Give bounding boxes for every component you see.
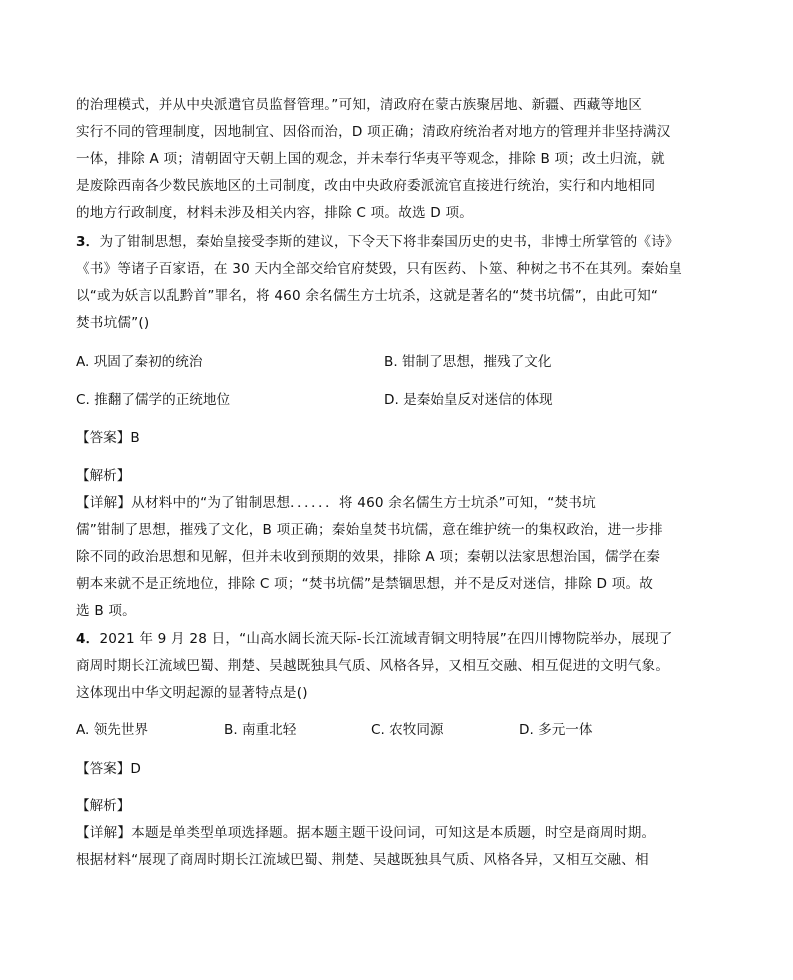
q4-stem-line: 这体现出中华文明起源的显著特点是() (76, 685, 308, 701)
prev-explanation-line: 的地方行政制度，材料未涉及相关内容，排除 C 项。故选 D 项。 (76, 205, 474, 221)
q3-stem-line: 焚书坑儒”() (76, 315, 150, 331)
q3-detail-line: 【详解】从材料中的“为了钳制思想．．．．．．将 460 余名儒生方士坑杀”可知，“焚书坑 (76, 495, 596, 511)
prev-explanation-line: 的治理模式，并从中央派遣官员监督管理。”可知，清政府在蒙古族聚居地、新疆、西藏等地区 (76, 97, 642, 113)
q4-option-c: C. 农牧同源 (371, 722, 444, 738)
q3-stem-text: 为了钳制思想，秦始皇接受李斯的建议，下令天下将非秦国历史的史书，非博士所掌管的《诗》 (99, 234, 679, 250)
q3-detail-line: 朝本来就不是正统地位，排除 C 项；“焚书坑儒”是禁锢思想，并不是反对迷信，排除 D 项。故 (76, 576, 654, 592)
q3-analysis-label: 【解析】 (76, 468, 131, 484)
q3-stem-line (76, 232, 679, 252)
q4-option-b: B. 南重北轻 (224, 722, 297, 738)
prev-explanation-line: 是废除西南各少数民族地区的土司制度，改由中央政府委派流官直接进行统治，实行和内地相同 (76, 178, 656, 194)
q4-option-d: D. 多元一体 (519, 722, 593, 738)
q3-answer: 【答案】B (76, 430, 140, 446)
q3-number: 3． (76, 234, 100, 250)
q4-stem-line (76, 629, 673, 649)
prev-explanation-line: 实行不同的管理制度，因地制宜、因俗而治，D 项正确；清政府统治者对地方的管理并非坚持满汉 (76, 124, 671, 140)
q3-stem-line: 以“或为妖言以乱黔首”罪名，将 460 余名儒生方士坑杀，这就是著名的“焚书坑儒”，由此可知“ (76, 288, 659, 304)
q3-stem-line: 《书》等诸子百家语，在 30 天内全部交给官府焚毁，只有医药、卜筮、种树之书不在其列。秦始皇 (76, 261, 683, 277)
q3-option-d: D. 是秦始皇反对迷信的体现 (384, 392, 553, 408)
q3-option-a: A. 巩固了秦初的统治 (76, 354, 203, 370)
q4-option-a: A. 领先世界 (76, 722, 149, 738)
q4-detail-line: 根据材料“展现了商周时期长江流域巴蜀、荆楚、吴越既独具气质、风格各异，又相互交融、相 (76, 852, 649, 868)
q3-detail-line: 除不同的政治思想和见解，但并未收到预期的效果，排除 A 项；秦朝以法家思想治国，儒学在秦 (76, 549, 661, 565)
q3-option-c: C. 推翻了儒学的正统地位 (76, 392, 231, 408)
q3-detail-line: 选 B 项。 (76, 603, 136, 619)
q4-analysis-label: 【解析】 (76, 798, 131, 814)
prev-explanation-line: 一体，排除 A 项；清朝固守天朝上国的观念，并未奉行华夷平等观念，排除 B 项；改土归流，就 (76, 151, 665, 167)
q4-detail-line: 【详解】本题是单类型单项选择题。据本题主题干设问词，可知这是本质题，时空是商周时期。 (76, 825, 656, 841)
q4-number: 4． (76, 631, 100, 647)
q3-detail-line: 儒”钳制了思想，摧残了文化，B 项正确；秦始皇焚书坑儒，意在维护统一的集权政治，进一步排 (76, 522, 663, 538)
q4-stem-line: 商周时期长江流域巴蜀、荆楚、吴越既独具气质、风格各异，又相互交融、相互促进的文明气象。 (76, 658, 670, 674)
q4-answer: 【答案】D (76, 761, 141, 777)
q3-option-b: B. 钳制了思想，摧残了文化 (384, 354, 552, 370)
q4-stem-text: 2021 年 9 月 28 日，“山高水阔长流天际-长江流域青铜文明特展”在四川博物院举办，展现了 (99, 631, 673, 647)
